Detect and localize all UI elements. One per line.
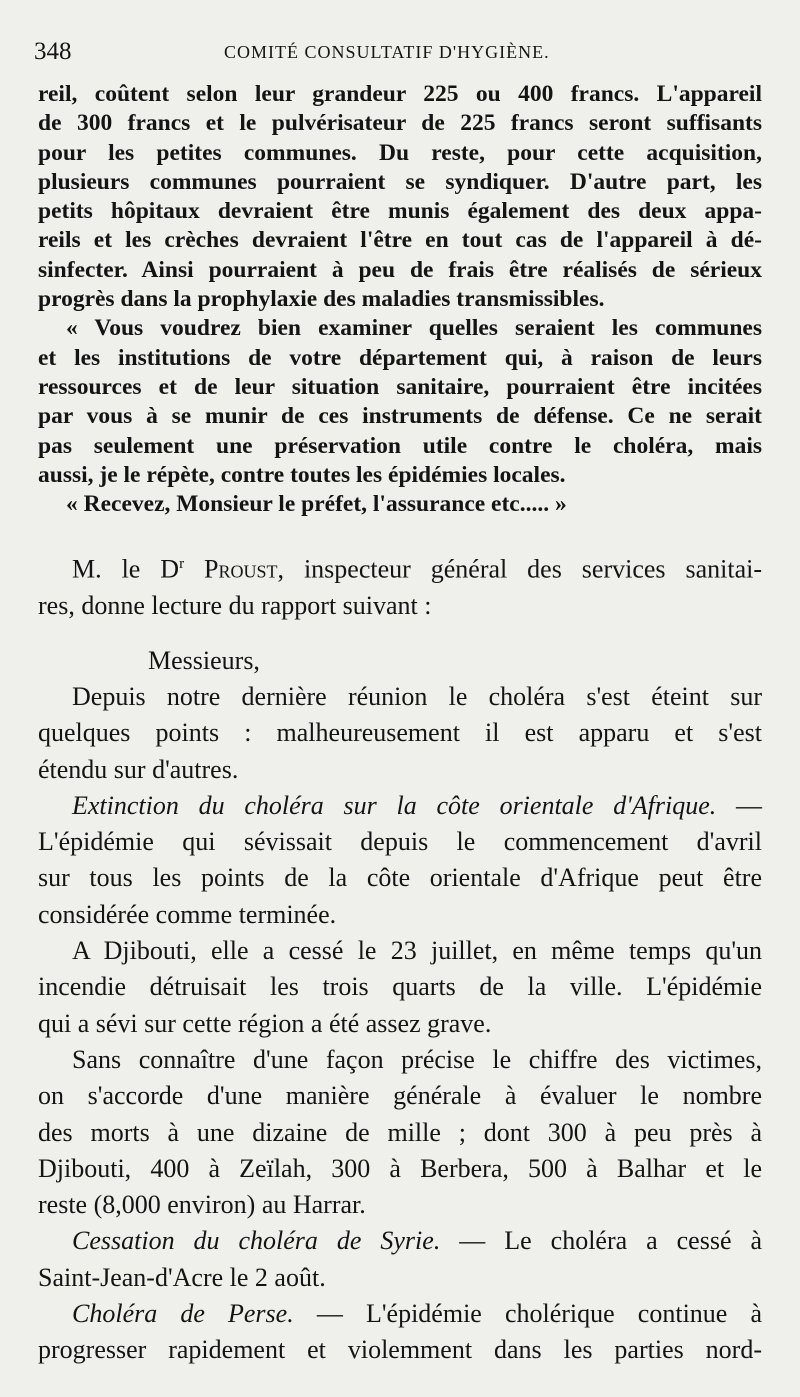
text-line <box>38 788 762 824</box>
text-line: sur tous les points de la côte orientale d'Afrique peut être <box>38 863 762 893</box>
text-line: progrès dans la prophylaxie des maladies transmissibles. <box>38 286 605 313</box>
report-body <box>38 679 762 1369</box>
report-intro <box>38 546 762 624</box>
text-line <box>38 546 762 588</box>
text-line: « Vous voudrez bien examiner quelles seraient les communes <box>66 315 762 342</box>
section-heading: Extinction du choléra sur la côte orientale d'Afrique. <box>72 790 717 820</box>
salutation: Messieurs, <box>148 646 260 675</box>
text-line: reils et les crèches devraient l'être en tout cas de l'appareil à dé- <box>38 227 762 254</box>
speaker-title: M. le D <box>72 554 180 584</box>
intro-text: , inspecteur général des services sanitai- <box>277 554 762 584</box>
text-line: plusieurs communes pourraient se syndiquer. D'autre part, les <box>38 168 762 195</box>
text-line: « Recevez, Monsieur le préfet, l'assurance etc..... » <box>66 491 567 518</box>
text-line: Depuis notre dernière réunion le choléra s'est éteint sur <box>72 682 762 711</box>
text-line: des morts à une dizaine de mille ; dont 300 à peu près à <box>38 1117 762 1147</box>
text-line: par vous à se munir de ces instruments de défense. Ce ne serait <box>38 403 762 430</box>
letter-continuation <box>38 80 762 519</box>
text-line: progresser rapidement et violemment dans les parties nord- <box>38 1335 762 1365</box>
text-line: pour les petites communes. Du reste, pour cette acquisition, <box>38 139 762 166</box>
section-heading: Cessation du choléra de Syrie. <box>72 1226 441 1256</box>
text-line: quelques points : malheureusement il est apparu et s'est <box>38 718 762 748</box>
text-line: incendie détruisait les trois quarts de la ville. L'épidémie <box>38 972 762 1002</box>
text-line <box>38 1296 762 1332</box>
speaker-name: Proust <box>204 554 278 584</box>
text-line: aussi, je le répète, contre toutes les épidémies locales. <box>38 461 566 488</box>
text-line: ressources et de leur situation sanitaire, pourraient être incitées <box>38 373 762 400</box>
text-line: A Djibouti, elle a cessé le 23 juillet, en même temps qu'un <box>72 936 762 966</box>
text-line: petits hôpitaux devraient être munis également des deux appa- <box>38 198 762 225</box>
text-line: et les institutions de votre département qui, à raison de leurs <box>38 344 762 371</box>
text-line: Djibouti, 400 à Zeïlah, 300 à Berbera, 500 à Balhar et le <box>38 1153 762 1183</box>
text-line: res, donne lecture du rapport suivant : <box>38 590 432 620</box>
text-line: on s'accorde d'une manière générale à évaluer le nombre <box>38 1081 762 1111</box>
text-line: qui a sévi sur cette région a été assez grave. <box>38 1008 492 1038</box>
text-line: Saint-Jean-d'Acre le 2 août. <box>38 1262 326 1292</box>
page-header <box>34 38 754 72</box>
text-line: sinfecter. Ainsi pourraient à peu de frais être réalisés de sérieux <box>38 256 762 283</box>
text-line: Sans connaître d'une façon précise le chiffre des victimes, <box>72 1044 762 1074</box>
text-line: reil, coûtent selon leur grandeur 225 ou 400 francs. L'appareil <box>38 81 762 107</box>
text-line: considérée comme terminée. <box>38 899 337 929</box>
running-title: COMITÉ CONSULTATIF D'HYGIÈNE. <box>224 42 550 62</box>
text-line: de 300 francs et le pulvérisateur de 225 francs seront suffisants <box>38 110 762 137</box>
text-line <box>38 1223 762 1259</box>
heading-dash: — <box>716 790 763 820</box>
page-number: 348 <box>34 38 72 65</box>
text-line: pas seulement une préservation utile contre le choléra, mais <box>38 432 762 459</box>
text-line: reste (8,000 environ) au Harrar. <box>38 1190 366 1220</box>
text-line: étendu sur d'autres. <box>38 754 239 784</box>
text-line: L'épidémie qui sévissait depuis le commencement d'avril <box>38 827 762 857</box>
speaker-title-sup: r <box>179 556 185 572</box>
section-heading: Choléra de Perse. <box>72 1299 294 1329</box>
section-text: — Le choléra a cessé à <box>440 1226 762 1256</box>
section-text: — L'épidémie cholérique continue à <box>293 1299 762 1329</box>
